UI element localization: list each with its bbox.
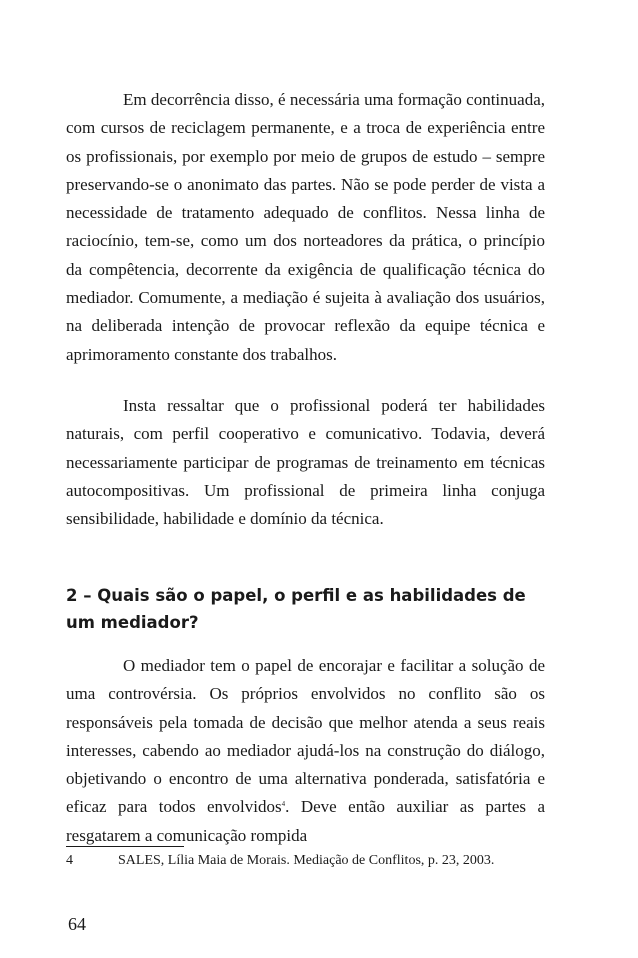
body-paragraph-3 bbox=[66, 652, 545, 850]
body-paragraph-1 bbox=[66, 86, 545, 369]
footnote-number: 4 bbox=[66, 853, 73, 868]
paragraph-text bbox=[66, 652, 545, 850]
section-heading: 2 – Quais são o papel, o perfil e as habilidades de um mediador? bbox=[66, 586, 526, 632]
paragraph-text-part: O mediador tem o papel de encorajar e facilitar a solução de uma controvérsia. Os próprios envolvidos no conflito são os responsáveis pela tomada de decisão que melhor atenda a seus reais interesses, cabendo ao mediador ajudá-los na construção do diálogo, objetivando o encontro de uma alternativa ponderada, satisfatória e eficaz para todos envolvidos bbox=[66, 656, 545, 817]
paragraph-text-part: . Deve então auxiliar as partes a resgatarem a comunicação rompida bbox=[66, 797, 545, 845]
page-number: 64 bbox=[68, 914, 86, 934]
footnote-separator bbox=[66, 846, 184, 847]
footnote bbox=[66, 851, 546, 871]
footnote-reference[interactable]: 4 bbox=[281, 800, 286, 809]
body-paragraph-2 bbox=[66, 392, 545, 533]
paragraph-text: Em decorrência disso, é necessária uma formação continuada, com cursos de reciclagem permanente, e a troca de experiência entre os profissionais, por exemplo por meio de grupos de estudo – sempre preservando-se o anonimato das partes. Não se pode perder de vista a necessidade de tratamento adequado de conflitos. Nessa linha de raciocínio, tem-se, como um dos norteadores da prática, o princípio da compêtencia, decorrente da exigência de qualificação técnica do mediador. Comumente, a mediação é sujeita à avaliação dos usuários, na deliberada intenção de provocar reflexão da equipe técnica e aprimoramento constante dos trabalhos. bbox=[66, 90, 545, 364]
footnote-text: SALES, Lília Maia de Morais. Mediação de Conflitos, p. 23, 2003. bbox=[118, 853, 495, 868]
paragraph-text: Insta ressaltar que o profissional poderá ter habilidades naturais, com perfil cooperativo e comunicativo. Todavia, deverá necessariamente participar de programas de treinamento em técnicas autocompositivas. Um profissional de primeira linha conjuga sensibilidade, habilidade e domínio da técnica. bbox=[66, 396, 545, 529]
